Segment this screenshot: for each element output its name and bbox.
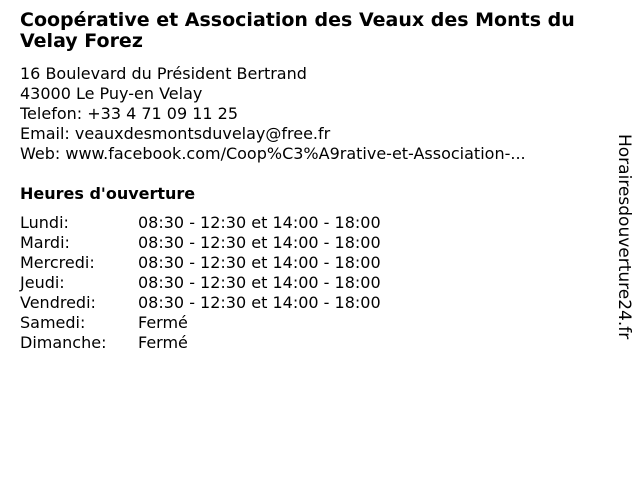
time-value: 08:30 - 12:30 et 14:00 - 18:00 bbox=[138, 233, 381, 252]
day-label: Jeudi: bbox=[20, 273, 65, 292]
day-label: Dimanche: bbox=[20, 333, 107, 352]
day-label: Lundi: bbox=[20, 213, 69, 232]
day-label: Mardi: bbox=[20, 233, 70, 252]
address-block bbox=[20, 64, 610, 164]
website-link: Web: www.facebook.com/Coop%C3%A9rative-et-Association-... bbox=[20, 144, 526, 163]
watermark-text: Horairesdouverture24.fr bbox=[614, 134, 634, 340]
page-title: Coopérative et Association des Veaux des Monts du Velay Forez bbox=[20, 9, 575, 52]
time-value: Fermé bbox=[138, 333, 188, 352]
time-value: 08:30 - 12:30 et 14:00 - 18:00 bbox=[138, 213, 381, 232]
hours-heading: Heures d'ouverture bbox=[20, 184, 196, 203]
hours-row-wednesday bbox=[20, 253, 580, 273]
hours-row-friday bbox=[20, 293, 580, 313]
day-label: Mercredi: bbox=[20, 253, 95, 272]
hours-row-thursday bbox=[20, 273, 580, 293]
hours-row-tuesday bbox=[20, 233, 580, 253]
time-value: 08:30 - 12:30 et 14:00 - 18:00 bbox=[138, 273, 381, 292]
time-value: Fermé bbox=[138, 313, 188, 332]
street-address: 16 Boulevard du Président Bertrand bbox=[20, 64, 307, 83]
city-address: 43000 Le Puy-en Velay bbox=[20, 84, 203, 103]
hours-row-sunday bbox=[20, 333, 580, 353]
day-label: Samedi: bbox=[20, 313, 86, 332]
hours-row-saturday bbox=[20, 313, 580, 333]
opening-hours-table bbox=[20, 213, 580, 353]
day-label: Vendredi: bbox=[20, 293, 96, 312]
time-value: 08:30 - 12:30 et 14:00 - 18:00 bbox=[138, 253, 381, 272]
hours-row-monday bbox=[20, 213, 580, 233]
email-address: Email: veauxdesmontsduvelay@free.fr bbox=[20, 124, 331, 143]
phone-number: Telefon: +33 4 71 09 11 25 bbox=[20, 104, 239, 123]
time-value: 08:30 - 12:30 et 14:00 - 18:00 bbox=[138, 293, 381, 312]
